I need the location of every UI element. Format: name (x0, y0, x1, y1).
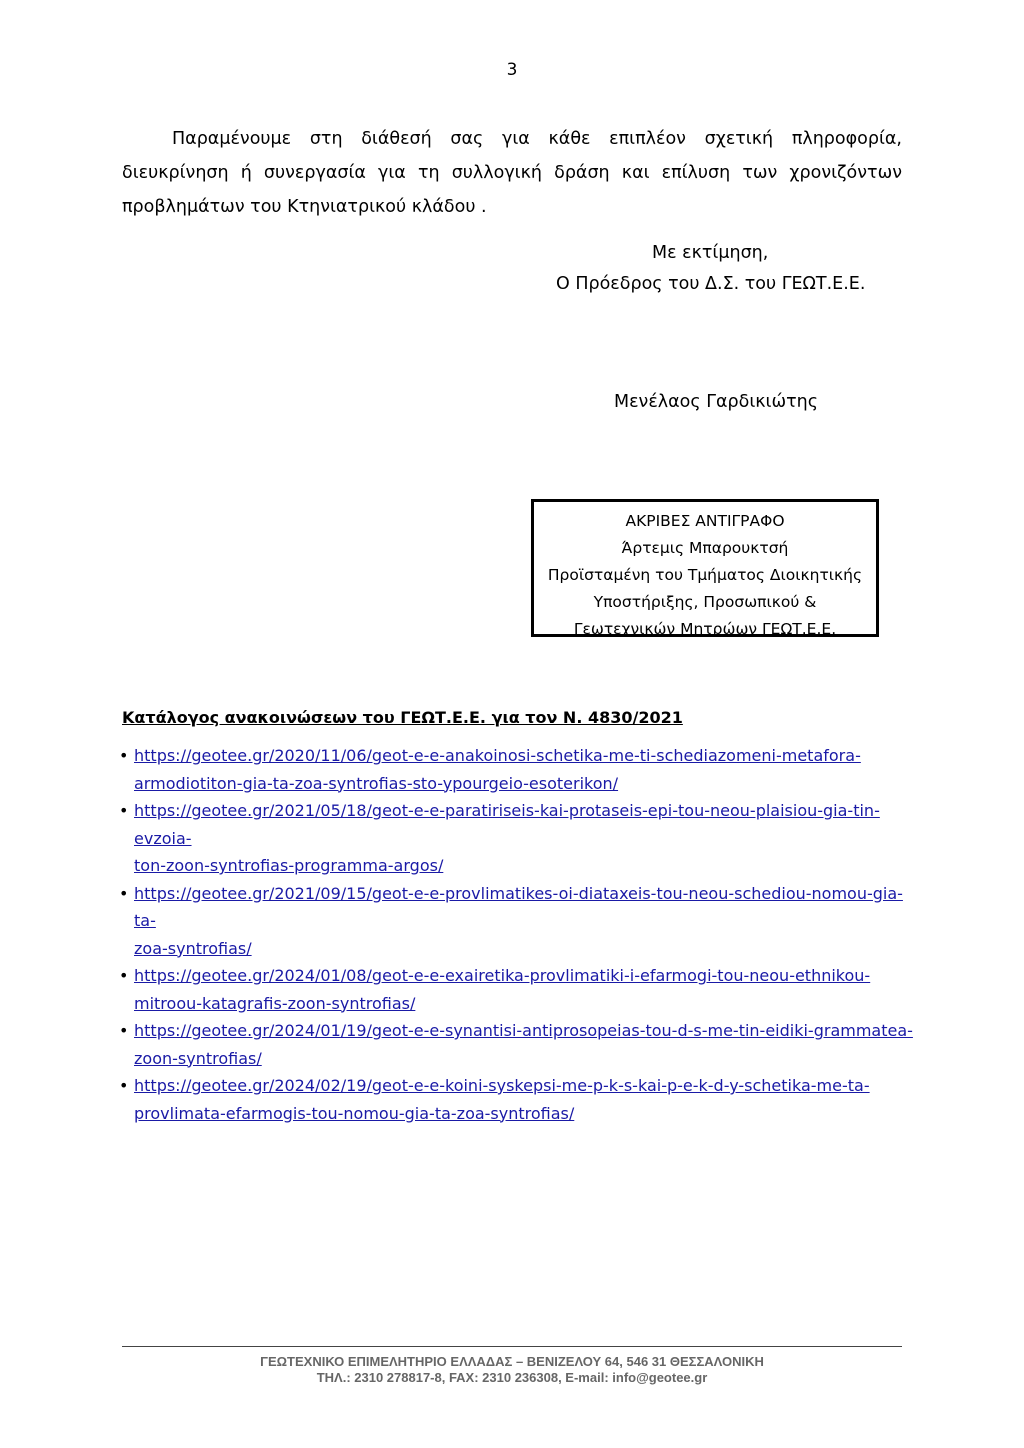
announcements-link-list (118, 742, 918, 1127)
announcement-link[interactable] (134, 884, 903, 958)
announcement-link[interactable] (134, 801, 880, 875)
announcements-heading: Κατάλογος ανακοινώσεων του ΓΕΩΤ.Ε.Ε. για τον Ν. 4830/2021 (122, 708, 683, 727)
link-text-line: zoon-syntrofias/ (134, 1048, 262, 1068)
stamp-line: Υποστήριξης, Προσωπικού & (593, 593, 817, 611)
link-text-line: mitroou-katagrafis-zoon-syntrofias/ (134, 993, 416, 1013)
link-text-line: https://geotee.gr/2021/05/18/geot-e-e-paratiriseis-kai-protaseis-epi-tou-neou-plaisiou-gia-tin-evzoia- (134, 801, 880, 848)
bullet-icon: • (119, 801, 129, 820)
announcement-link[interactable] (134, 1076, 870, 1123)
link-text-line: https://geotee.gr/2024/01/19/geot-e-e-synantisi-antiprosopeias-tou-d-s-me-tin-eidiki-grammatea- (134, 1021, 913, 1040)
list-item (118, 797, 918, 880)
footer-contact: ΤΗΛ.: 2310 278817-8, FAX: 2310 236308, E-mail: info@geotee.gr (316, 1370, 708, 1385)
bullet-icon: • (119, 966, 129, 985)
list-item (118, 1017, 918, 1072)
announcement-link[interactable] (134, 746, 861, 793)
list-item (118, 880, 918, 963)
list-item (118, 742, 918, 797)
bullet-icon: • (119, 1076, 129, 1095)
bullet-icon: • (119, 1021, 129, 1040)
footer-divider (122, 1346, 902, 1347)
announcement-link[interactable] (134, 966, 870, 1013)
page-number: 3 (506, 60, 518, 80)
stamp-line: Προϊσταμένη του Τμήματος Διοικητικής (547, 566, 863, 584)
list-item (118, 1072, 918, 1127)
link-text-line: zoa-syntrofias/ (134, 938, 252, 958)
bullet-icon: • (119, 746, 129, 765)
certified-copy-stamp (531, 499, 879, 637)
link-text-line: https://geotee.gr/2024/02/19/geot-e-e-koini-syskepsi-me-p-k-s-kai-p-e-k-d-y-schetika-me-ta- (134, 1076, 870, 1095)
list-item (118, 962, 918, 1017)
link-text-line: https://geotee.gr/2021/09/15/geot-e-e-provlimatikes-oi-diataxeis-tou-neou-schediou-nomou-gia-ta- (134, 883, 903, 930)
link-text-line: https://geotee.gr/2024/01/08/geot-e-e-exairetika-provlimatiki-i-efarmogi-tou-neou-ethnikou- (134, 966, 871, 985)
closing-regards: Με εκτίμηση, (652, 243, 769, 263)
signatory-title: Ο Πρόεδρος του Δ.Σ. του ΓΕΩΤ.Ε.Ε. (556, 274, 866, 294)
bullet-icon: • (119, 883, 129, 903)
stamp-line: Γεωτεχνικών Μητρώων ΓΕΩΤ.Ε.Ε. (573, 620, 837, 638)
link-text-line: armodiotiton-gia-ta-zoa-syntrofias-sto-ypourgeio-esoterikon/ (134, 773, 619, 793)
footer-address: ΓΕΩΤΕΧΝΙΚΟ ΕΠΙΜΕΛΗΤΗΡΙΟ ΕΛΛΑΔΑΣ – ΒΕΝΙΖΕΛΟΥ 64, 546 31 ΘΕΣΣΑΛΟΝΙΚΗ (260, 1354, 764, 1369)
link-text-line: provlimata-efarmogis-tou-nomou-gia-ta-zoa-syntrofias/ (134, 1103, 575, 1123)
closing-paragraph: Παραμένουμε στη διάθεσή σας για κάθε επιπλέον σχετική πληροφορία, διευκρίνηση ή συνεργασία για τη συλλογική δράση και επίλυση των χρονιζόντων προβλημάτων του Κτηνιατρικού κλάδου . (122, 129, 902, 217)
link-text-line: ton-zoon-syntrofias-programma-argos/ (134, 856, 444, 875)
stamp-line: ΑΚΡΙΒΕΣ ΑΝΤΙΓΡΑΦΟ (625, 512, 785, 530)
stamp-line: Άρτεμις Μπαρουκτσή (621, 539, 789, 557)
announcement-link[interactable] (134, 1021, 913, 1068)
link-text-line: https://geotee.gr/2020/11/06/geot-e-e-anakoinosi-schetika-me-ti-schediazomeni-metafora- (134, 746, 861, 765)
signatory-name: Μενέλαος Γαρδικιώτης (614, 392, 819, 412)
